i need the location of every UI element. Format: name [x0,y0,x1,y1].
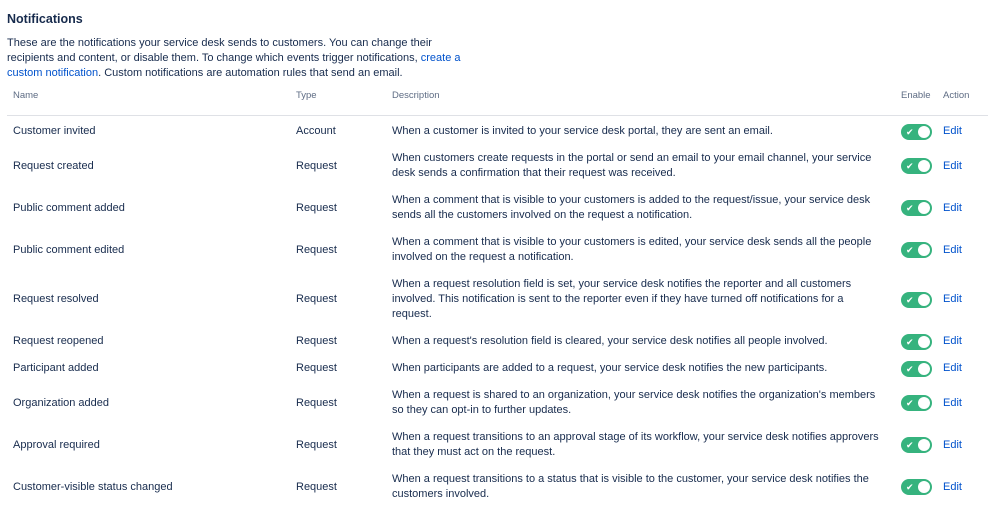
check-icon: ✔ [906,440,914,450]
toggle-knob [918,439,930,451]
enable-toggle[interactable] [901,292,932,308]
row-description: When participants are added to a request, your service desk notifies the new participants. [392,362,828,374]
edit-link[interactable]: Edit [943,201,962,214]
header-enable: Enable [901,90,931,101]
toggle-knob [918,244,930,256]
edit-link[interactable]: Edit [943,125,962,137]
check-icon: ✔ [906,245,914,255]
toggle-knob [918,126,930,138]
enable-toggle[interactable] [901,395,932,411]
row-type: Request [296,159,337,172]
row-name: Request reopened [13,335,104,347]
edit-link[interactable]: Edit [943,438,962,451]
row-description: When a comment that is visible to your customers is edited, your service desk sends all the people involved on the request a notification. [392,236,872,263]
row-type: Request [296,293,337,305]
page-title: Notifications [7,12,83,26]
edit-link[interactable]: Edit [943,480,962,493]
row-type: Request [296,243,337,256]
row-description: When a request transitions to a status that is visible to the customer, your service desk notifies the customers involved. [392,473,869,500]
intro-body: These are the notifications your service desk sends to customers. You can change their recipients and content, or disable them. To change which events trigger notifications, [7,37,432,64]
enable-toggle[interactable] [901,361,932,377]
row-description: When a customer is invited to your service desk portal, they are sent an email. [392,125,773,137]
row-type: Request [296,438,337,451]
edit-link[interactable]: Edit [943,335,962,347]
check-icon: ✔ [906,482,914,492]
header-type: Type [296,90,317,101]
row-name: Participant added [13,362,99,374]
row-description: When a request is shared to an organization, your service desk notifies the organization's members so they can opt-in to further updates. [392,389,876,416]
header-description: Description [392,90,440,101]
row-type: Request [296,201,337,214]
edit-link[interactable]: Edit [943,293,962,305]
row-description: When a comment that is visible to your customers is added to the request/issue, your service desk sends all the customers involved on the request a notification. [392,194,871,221]
toggle-knob [918,336,930,348]
header-divider [7,115,988,116]
toggle-knob [918,202,930,214]
row-name: Request resolved [13,293,99,305]
check-icon: ✔ [906,363,914,374]
edit-link[interactable]: Edit [943,362,962,374]
row-type: Request [296,335,337,347]
row-name: Request created [13,159,94,172]
check-icon: ✔ [906,203,914,213]
intro-tail: . Custom notifications are automation rules that send an email. [98,67,403,79]
header-name: Name [13,90,39,101]
row-name: Customer-visible status changed [13,480,173,493]
edit-link[interactable]: Edit [943,159,962,172]
edit-link[interactable]: Edit [943,243,962,256]
row-description: When a request's resolution field is cleared, your service desk notifies all people involved. [392,335,828,347]
enable-toggle[interactable] [901,124,932,140]
edit-link[interactable]: Edit [943,396,962,409]
check-icon: ✔ [906,294,914,305]
check-icon: ✔ [906,398,914,408]
enable-toggle[interactable] [901,200,932,216]
header-action: Action [943,90,970,101]
toggle-knob [918,397,930,409]
enable-toggle[interactable] [901,158,932,174]
check-icon: ✔ [906,126,914,137]
enable-toggle[interactable] [901,479,932,495]
toggle-knob [918,294,930,306]
check-icon: ✔ [906,161,914,171]
row-description: When a request resolution field is set, your service desk notifies the reporter and all customers involved. This notification is sent to the reporter even if they have turned off notifications for a request. [392,278,852,320]
toggle-knob [918,481,930,493]
row-type: Request [296,480,337,493]
check-icon: ✔ [906,336,914,347]
enable-toggle[interactable] [901,334,932,350]
row-type: Request [296,396,337,409]
row-description: When customers create requests in the portal or send an email to your email channel, your service desk sends a confirmation that their request was received. [392,152,872,179]
enable-toggle[interactable] [901,437,932,453]
enable-toggle[interactable] [901,242,932,258]
create-custom-notification-link[interactable]: create a custom notification [7,52,461,79]
row-name: Organization added [13,396,110,409]
row-type: Request [296,362,337,374]
toggle-knob [918,160,930,172]
row-type: Account [296,125,336,137]
row-name: Customer invited [13,125,96,137]
toggle-knob [918,363,930,375]
row-name: Public comment added [13,201,125,214]
intro-text [7,36,467,81]
row-name: Approval required [13,438,100,451]
row-name: Public comment edited [13,243,125,256]
row-description: When a request transitions to an approval stage of its workflow, your service desk notifies approvers that they must act on the request. [392,431,879,458]
